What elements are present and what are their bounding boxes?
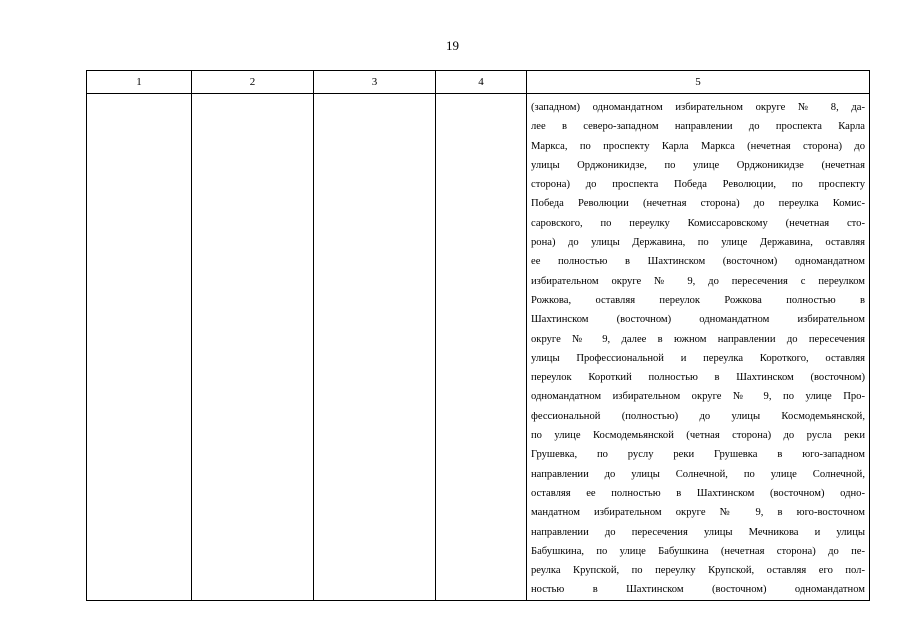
cell-col-2 (192, 94, 314, 601)
text-line: Бабушкина, по улице Бабушкина (нечетная сторона) до пе- (531, 545, 865, 557)
text-line: ее полностью в Шахтинском (восточном) одномандатном (531, 256, 865, 268)
text-line: Маркса, по проспекту Карла Маркса (нечетная сторона) до (531, 140, 865, 152)
cell-col-4 (436, 94, 527, 601)
column-header-3: 3 (314, 71, 436, 94)
table-row (87, 94, 870, 601)
text-line: улицы Профессиональной и переулка Короткого, оставляя (531, 352, 865, 364)
text-line: реулка Крупской, по переулку Крупской, оставляя его пол- (531, 565, 865, 577)
cell-col-1 (87, 94, 192, 601)
text-line: рона) до улицы Державина, по улице Державина, оставляя (531, 237, 865, 249)
text-line: саровского, по переулку Комиссаровскому (нечетная сто- (531, 217, 865, 229)
text-line: переулок Короткий полностью в Шахтинском (восточном) (531, 372, 865, 384)
boundary-description-text (527, 94, 869, 600)
text-line: сторона) до проспекта Победа Революции, по проспекту (531, 179, 865, 191)
text-line: Победа Революции (нечетная сторона) до переулка Комис- (531, 198, 865, 210)
text-line: избирательном округе № 9, до пересечения с переулком (531, 275, 865, 287)
column-header-4: 4 (436, 71, 527, 94)
district-boundaries-table (86, 70, 870, 601)
text-line: Грушевка, по руслу реки Грушевка в юго-западном (531, 449, 865, 461)
text-line: фессиональной (полностью) до улицы Космодемьянской, (531, 410, 865, 422)
text-line: (западном) одномандатном избирательном округе № 8, да- (531, 102, 865, 113)
text-line: по улице Космодемьянской (четная сторона) до русла реки (531, 430, 865, 442)
column-header-5: 5 (527, 71, 870, 94)
page-number: 19 (446, 38, 459, 53)
text-line: лее в северо-западном направлении до проспекта Карла (531, 121, 865, 133)
text-line: оставляя ее полностью в Шахтинском (восточном) одно- (531, 487, 865, 499)
text-line: направлении до пересечения улицы Мечникова и улицы (531, 526, 865, 538)
text-line: направлении до улицы Солнечной, по улице Солнечной, (531, 468, 865, 480)
column-header-2: 2 (192, 71, 314, 94)
text-line: ностью в Шахтинском (восточном) одномандатном (531, 584, 865, 596)
cell-col-5 (527, 94, 870, 601)
text-line: Шахтинском (восточном) одномандатном избирательном (531, 314, 865, 326)
text-line: одномандатном избирательном округе № 9, по улице Про- (531, 391, 865, 403)
column-header-1: 1 (87, 71, 192, 94)
text-line: мандатном избирательном округе № 9, в юго-восточном (531, 507, 865, 519)
cell-col-3 (314, 94, 436, 601)
text-line: улицы Орджоникидзе, по улице Орджоникидзе (нечетная (531, 159, 865, 171)
text-line: округе № 9, далее в южном направлении до пересечения (531, 333, 865, 345)
text-line: Рожкова, оставляя переулок Рожкова полностью в (531, 294, 865, 306)
table-header-row (87, 71, 870, 94)
